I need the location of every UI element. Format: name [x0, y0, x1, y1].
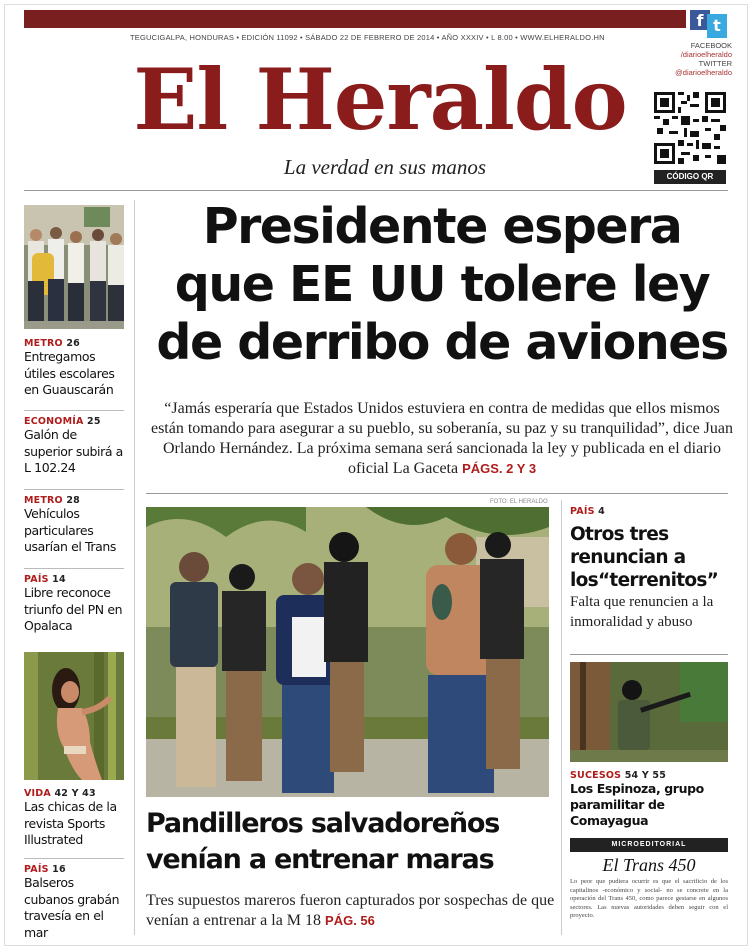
photo-credit: FOTO: EL HERALDO — [490, 499, 548, 505]
microeditorial-title[interactable]: El Trans 450 — [602, 855, 696, 875]
sidebar-item[interactable] — [24, 574, 124, 635]
sidebar-item[interactable] — [24, 864, 124, 941]
lead-divider — [146, 493, 728, 494]
sidebar-separator — [24, 410, 124, 411]
dateline: TEGUCIGALPA, HONDURAS • EDICIÓN 11092 • SÁBADO 22 DE FEBRERO DE 2014 • AÑO XXXIV • L 8.00 • WWW.ELHERALDO.HN — [130, 33, 605, 42]
sidebar-page: 25 — [87, 416, 101, 427]
sidebar-page: 28 — [66, 495, 80, 506]
tagline: La verdad en sus manos — [283, 155, 487, 179]
sidebar-photo-students[interactable] — [24, 205, 124, 329]
right-story-headline-line: los“terrenitos” — [570, 570, 719, 591]
sidebar-page: 16 — [52, 864, 66, 875]
second-headline[interactable] — [146, 806, 556, 878]
right-story-terrenitos[interactable] — [570, 506, 730, 632]
masthead-divider — [24, 190, 728, 191]
sidebar-headline: Entregamos útiles escolares en Guauscarán — [24, 349, 115, 397]
microeditorial-text: Lo peor que pudiera ocurrir es que el sacrificio de los capitalinos -económico y social- no se concrete en la operación del Trans 450, como parece gestarse en algunos sectores. Las nuevas autoridades deben seguir con el proyecto. — [570, 878, 728, 919]
second-pages[interactable]: PÁG. 56 — [325, 913, 375, 928]
lead-pages[interactable]: PÁGS. 2 Y 3 — [462, 461, 537, 476]
sidebar-item[interactable] — [24, 338, 124, 399]
right-column-divider — [561, 500, 562, 935]
right-story-dek: Falta que renuncien a la inmoralidad y abuso — [570, 594, 714, 630]
second-headline-line: Pandilleros salvadoreños — [146, 808, 500, 839]
right-photo-paramilitary[interactable] — [570, 662, 728, 762]
sidebar-page: 26 — [66, 338, 80, 349]
right-story-section: PAÍS — [570, 506, 595, 517]
sidebar-section: PAÍS — [24, 864, 49, 875]
lead-headline-line: que EE UU tolere ley — [174, 256, 710, 313]
microeditorial-label: MICROEDITORIAL — [570, 838, 728, 852]
masthead-title: El Heraldo — [133, 50, 627, 149]
sidebar-page: 42 Y 43 — [54, 788, 96, 799]
sidebar-divider — [134, 200, 135, 935]
right-divider — [570, 654, 728, 655]
sidebar-page: 14 — [52, 574, 66, 585]
qr-code-label: CÓDIGO QR — [654, 170, 726, 184]
sidebar-photo-model[interactable] — [24, 652, 124, 780]
right-story-headline-line: renuncian a — [570, 547, 686, 568]
sidebar-separator — [24, 858, 124, 859]
right-story-espinoza[interactable] — [570, 770, 730, 829]
second-dek — [146, 891, 556, 931]
right-story-page: 4 — [598, 506, 605, 517]
sidebar-separator — [24, 489, 124, 490]
sidebar-item[interactable] — [24, 495, 124, 556]
sidebar-headline: Vehículos particulares usarían el Trans — [24, 506, 117, 554]
sidebar-headline: Balseros cubanos grabán travesía en el mar — [24, 875, 120, 940]
sidebar-section: ECONOMÍA — [24, 416, 84, 427]
lead-dek — [150, 399, 734, 479]
sidebar-headline: Libre reconoce triunfo del PN en Opalaca — [24, 585, 123, 633]
facebook-label: FACEBOOK — [690, 41, 732, 50]
sidebar-item[interactable] — [24, 416, 124, 477]
main-photo-arrest[interactable] — [146, 507, 549, 797]
facebook-handle[interactable]: /diarioelheraldo — [680, 50, 732, 59]
sidebar-section: METRO — [24, 495, 63, 506]
second-headline-line: venían a entrenar maras — [146, 844, 494, 875]
facebook-icon[interactable]: f — [690, 10, 710, 30]
sidebar-headline: Galón de superior subirá a L 102.24 — [24, 427, 123, 475]
right-story-headline: Los Espinoza, grupo paramilitar de Comayagua — [570, 781, 704, 828]
sidebar-separator — [24, 568, 124, 569]
sidebar-section: METRO — [24, 338, 63, 349]
twitter-icon[interactable]: t — [707, 14, 727, 38]
right-story-page: 54 Y 55 — [624, 770, 667, 781]
facebook-block — [675, 41, 732, 77]
sidebar-section: VIDA — [24, 788, 51, 799]
lead-headline-line: de derribo de aviones — [156, 314, 728, 371]
lead-headline-line: Presidente espera — [202, 198, 682, 255]
right-story-headline-line: Otros tres — [570, 524, 669, 545]
twitter-handle[interactable]: @diarioelheraldo — [675, 68, 732, 77]
sidebar-item[interactable] — [24, 788, 124, 849]
sidebar-headline: Las chicas de la revista Sports Illustrated — [24, 799, 117, 847]
twitter-label: TWITTER — [698, 59, 732, 68]
qr-code-icon[interactable] — [654, 92, 726, 164]
sidebar-section: PAÍS — [24, 574, 49, 585]
lead-headline[interactable] — [140, 198, 744, 372]
top-bar — [24, 10, 686, 28]
lead-dek-text: “Jamás esperaría que Estados Unidos estuviera en contra de medidas que ellos mismos están tomando para asegurar a su pueblo, su soberanía, su paz y su tranquilidad”, dice Juan Orlando Hernández. La próxima semana será sancionada la ley y publicada en el diario oficial La Gaceta — [150, 400, 734, 477]
right-story-section: SUCESOS — [570, 770, 622, 781]
second-dek-text: Tres supuestos mareros fueron capturados por sospechas de que venían a entrenar a la M 18 — [146, 892, 555, 929]
